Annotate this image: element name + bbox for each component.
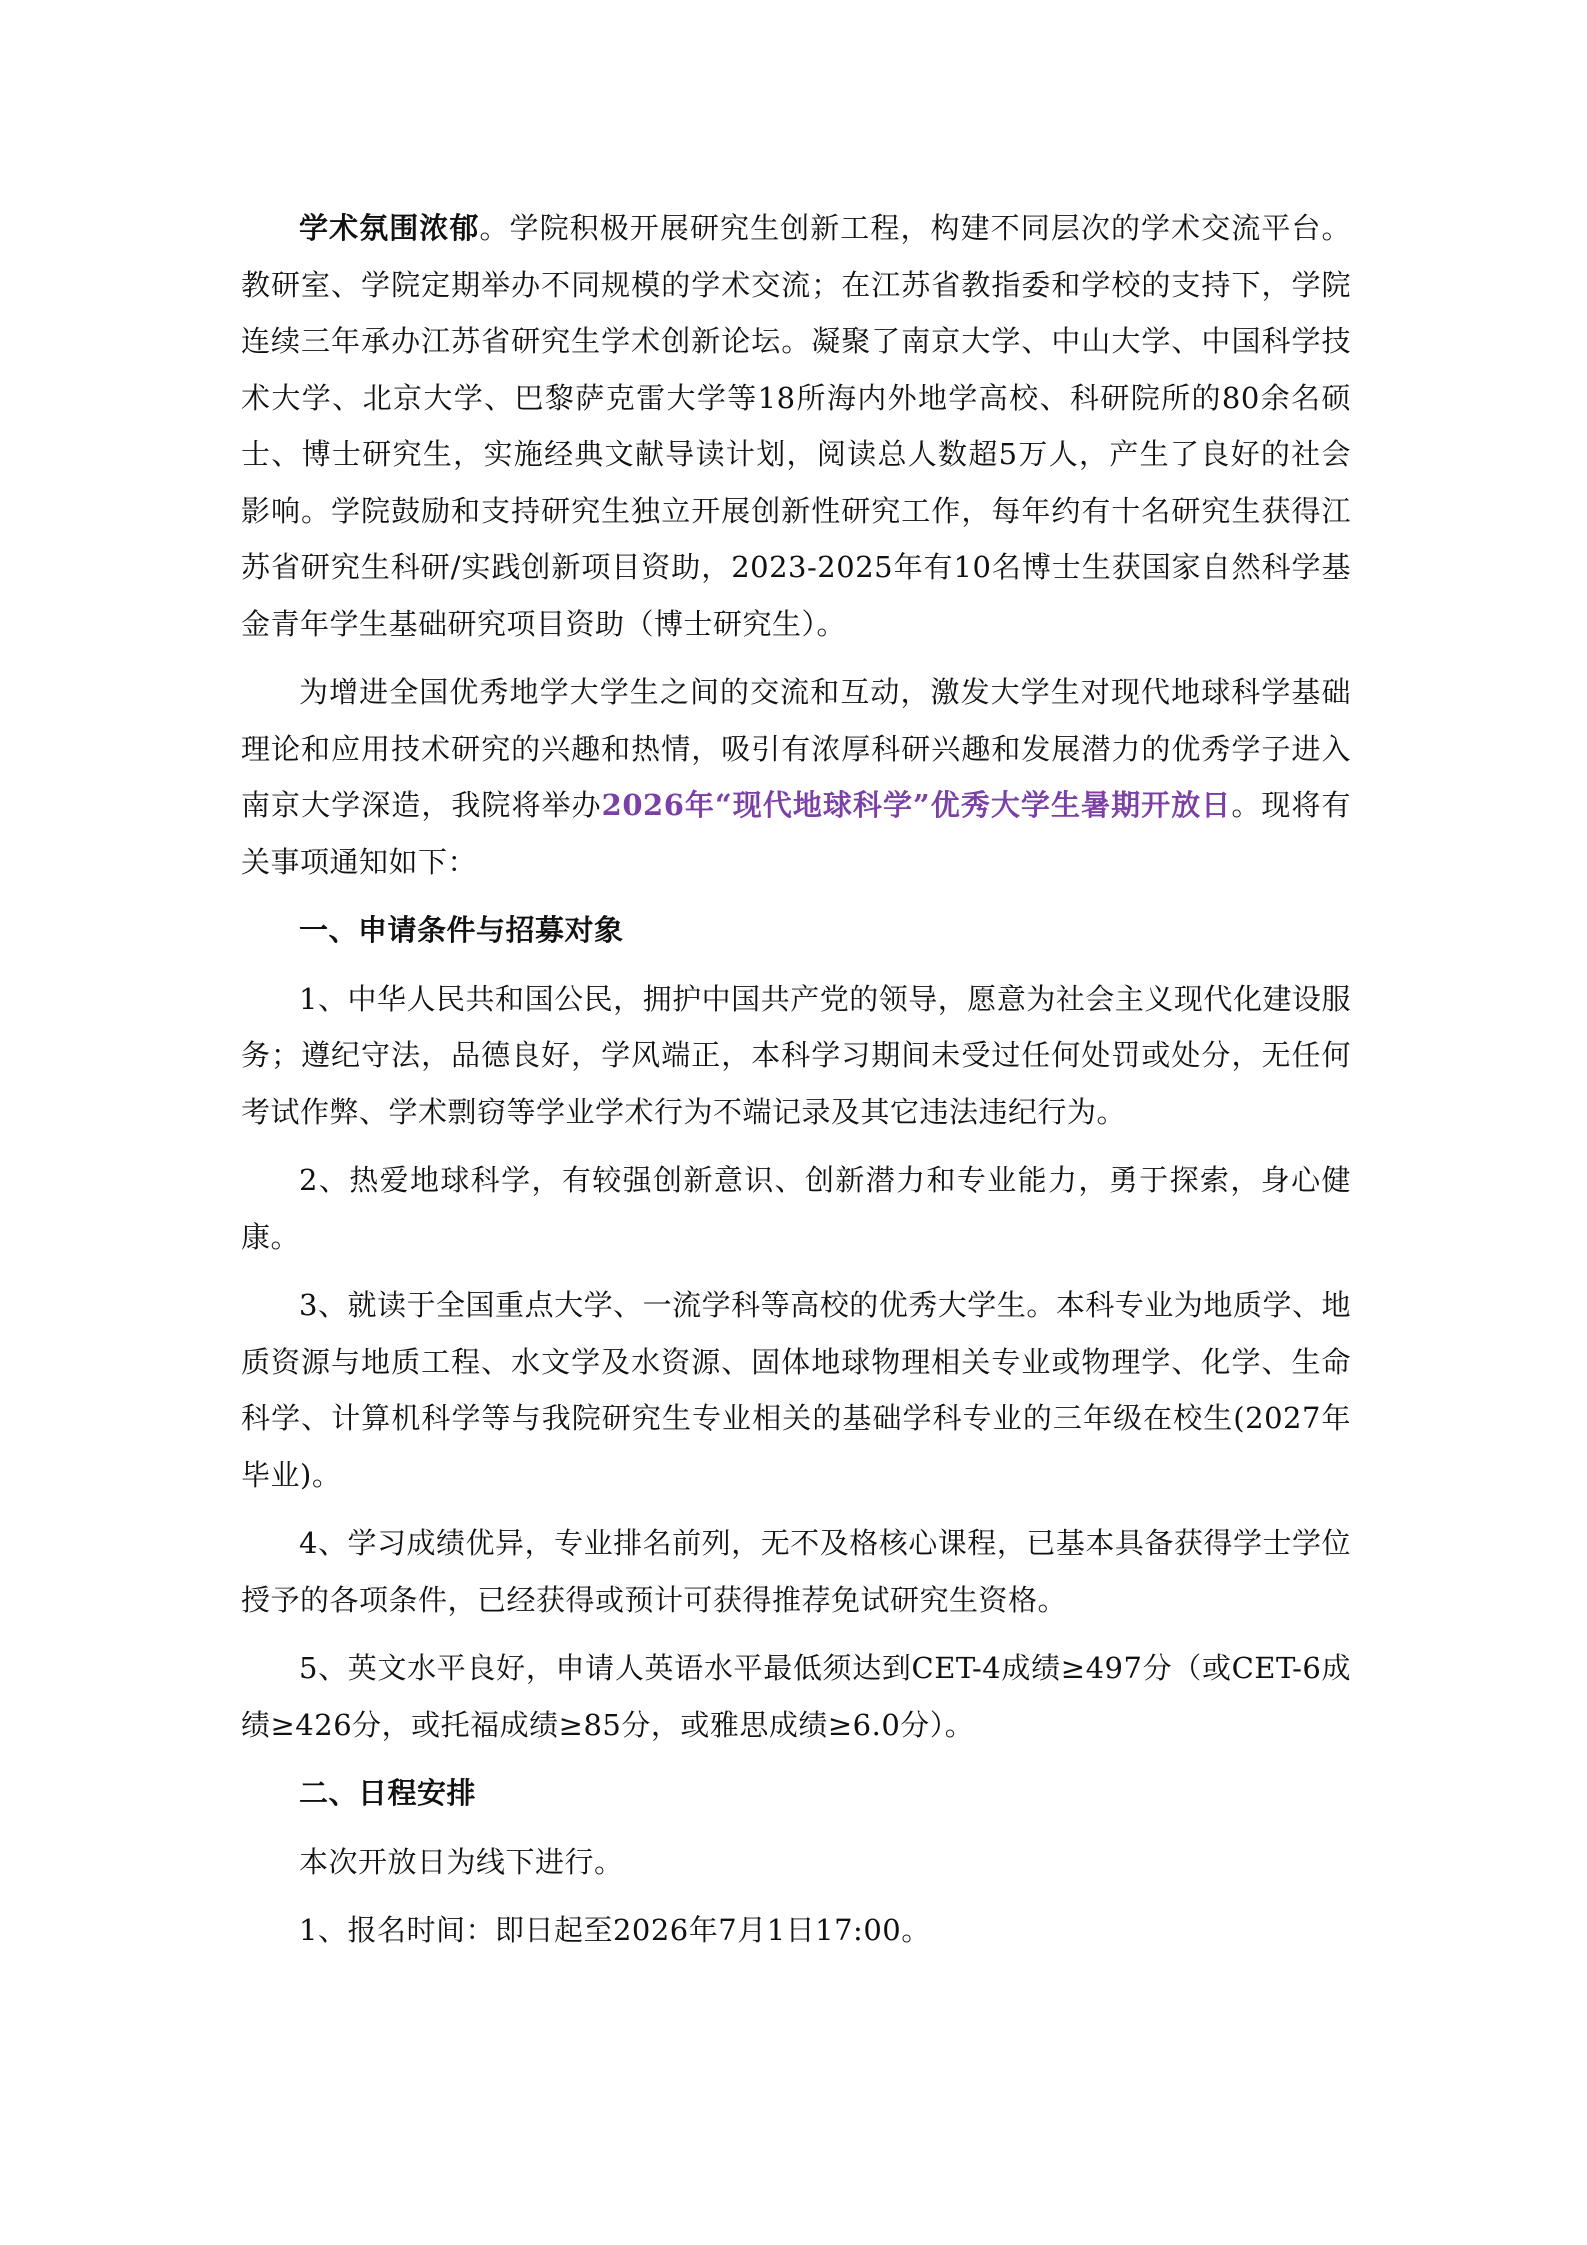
intro-lead: 学术氛围浓郁 [299,211,480,245]
intro-text: 。学院积极开展研究生创新工程，构建不同层次的学术交流平台。教研室、学院定期举办不同规模的学术交流；在江苏省教指委和学校的支持下，学院连续三年承办江苏省研究生学术创新论坛。凝聚了南京大学、中山大学、中国科学技术大学、北京大学、巴黎萨克雷大学等18所海内外地学高校、科研院所的80余名硕士、博士研究生，实施经典文献导读计划，阅读总人数超5万人，产生了良好的社会影响。学院鼓励和支持研究生独立开展创新性研究工作，每年约有十名研究生获得江苏省研究生科研/实践创新项目资助，2023-2025年有10名博士生获国家自然科学基金青年学生基础研究项目资助（博士研究生）。 [241,211,1351,641]
schedule-item-intro: 本次开放日为线下进行。 [299,1844,624,1879]
intro-paragraph [241,200,1351,652]
announcement-before: 为增进全国优秀地学大学生之间的交流和互动，激发大学生对现代地球科学基础理论和应用技术研究的兴趣和热情，吸引有浓厚科研兴趣和发展潜力的优秀学子进入南京大学深造，我院将举办 [241,675,1351,822]
announcement-paragraph [241,664,1351,890]
document-page [241,200,1351,1959]
requirement-item-4: 4、学习成绩优异，专业排名前列，无不及格核心课程，已基本具备获得学士学位授予的各项条件，已经获得或预计可获得推荐免试研究生资格。 [241,1526,1351,1617]
section1-title: 一、申请条件与招募对象 [299,913,624,947]
requirement-item-3: 3、就读于全国重点大学、一流学科等高校的优秀大学生。本科专业为地质学、地质资源与地质工程、水文学及水资源、固体地球物理相关专业或物理学、化学、生命科学、计算机科学等与我院研究生专业相关的基础学科专业的三年级在校生(2027年毕业)。 [241,1288,1351,1492]
requirement-item-5: 5、英文水平良好，申请人英语水平最低须达到CET-4成绩≥497分（或CET-6成绩≥426分，或托福成绩≥85分，或雅思成绩≥6.0分）。 [241,1651,1351,1742]
announcement-after: 。现将有关事项通知如下： [241,788,1351,879]
requirement-item-2: 2、热爱地球科学，有较强创新意识、创新潜力和专业能力，勇于探索，身心健康。 [241,1163,1351,1254]
schedule-item-1: 1、报名时间：即日起至2026年7月1日17:00。 [299,1913,931,1947]
section2-title: 二、日程安排 [299,1776,477,1810]
event-name: 2026年“现代地球科学”优秀大学生暑期开放日 [601,788,1232,822]
requirement-item-1: 1、中华人民共和国公民，拥护中国共产党的领导，愿意为社会主义现代化建设服务；遵纪守法，品德良好，学风端正，本科学习期间未受过任何处罚或处分，无任何考试作弊、学术剽窃等学业学术行为不端记录及其它违法违纪行为。 [241,981,1351,1129]
